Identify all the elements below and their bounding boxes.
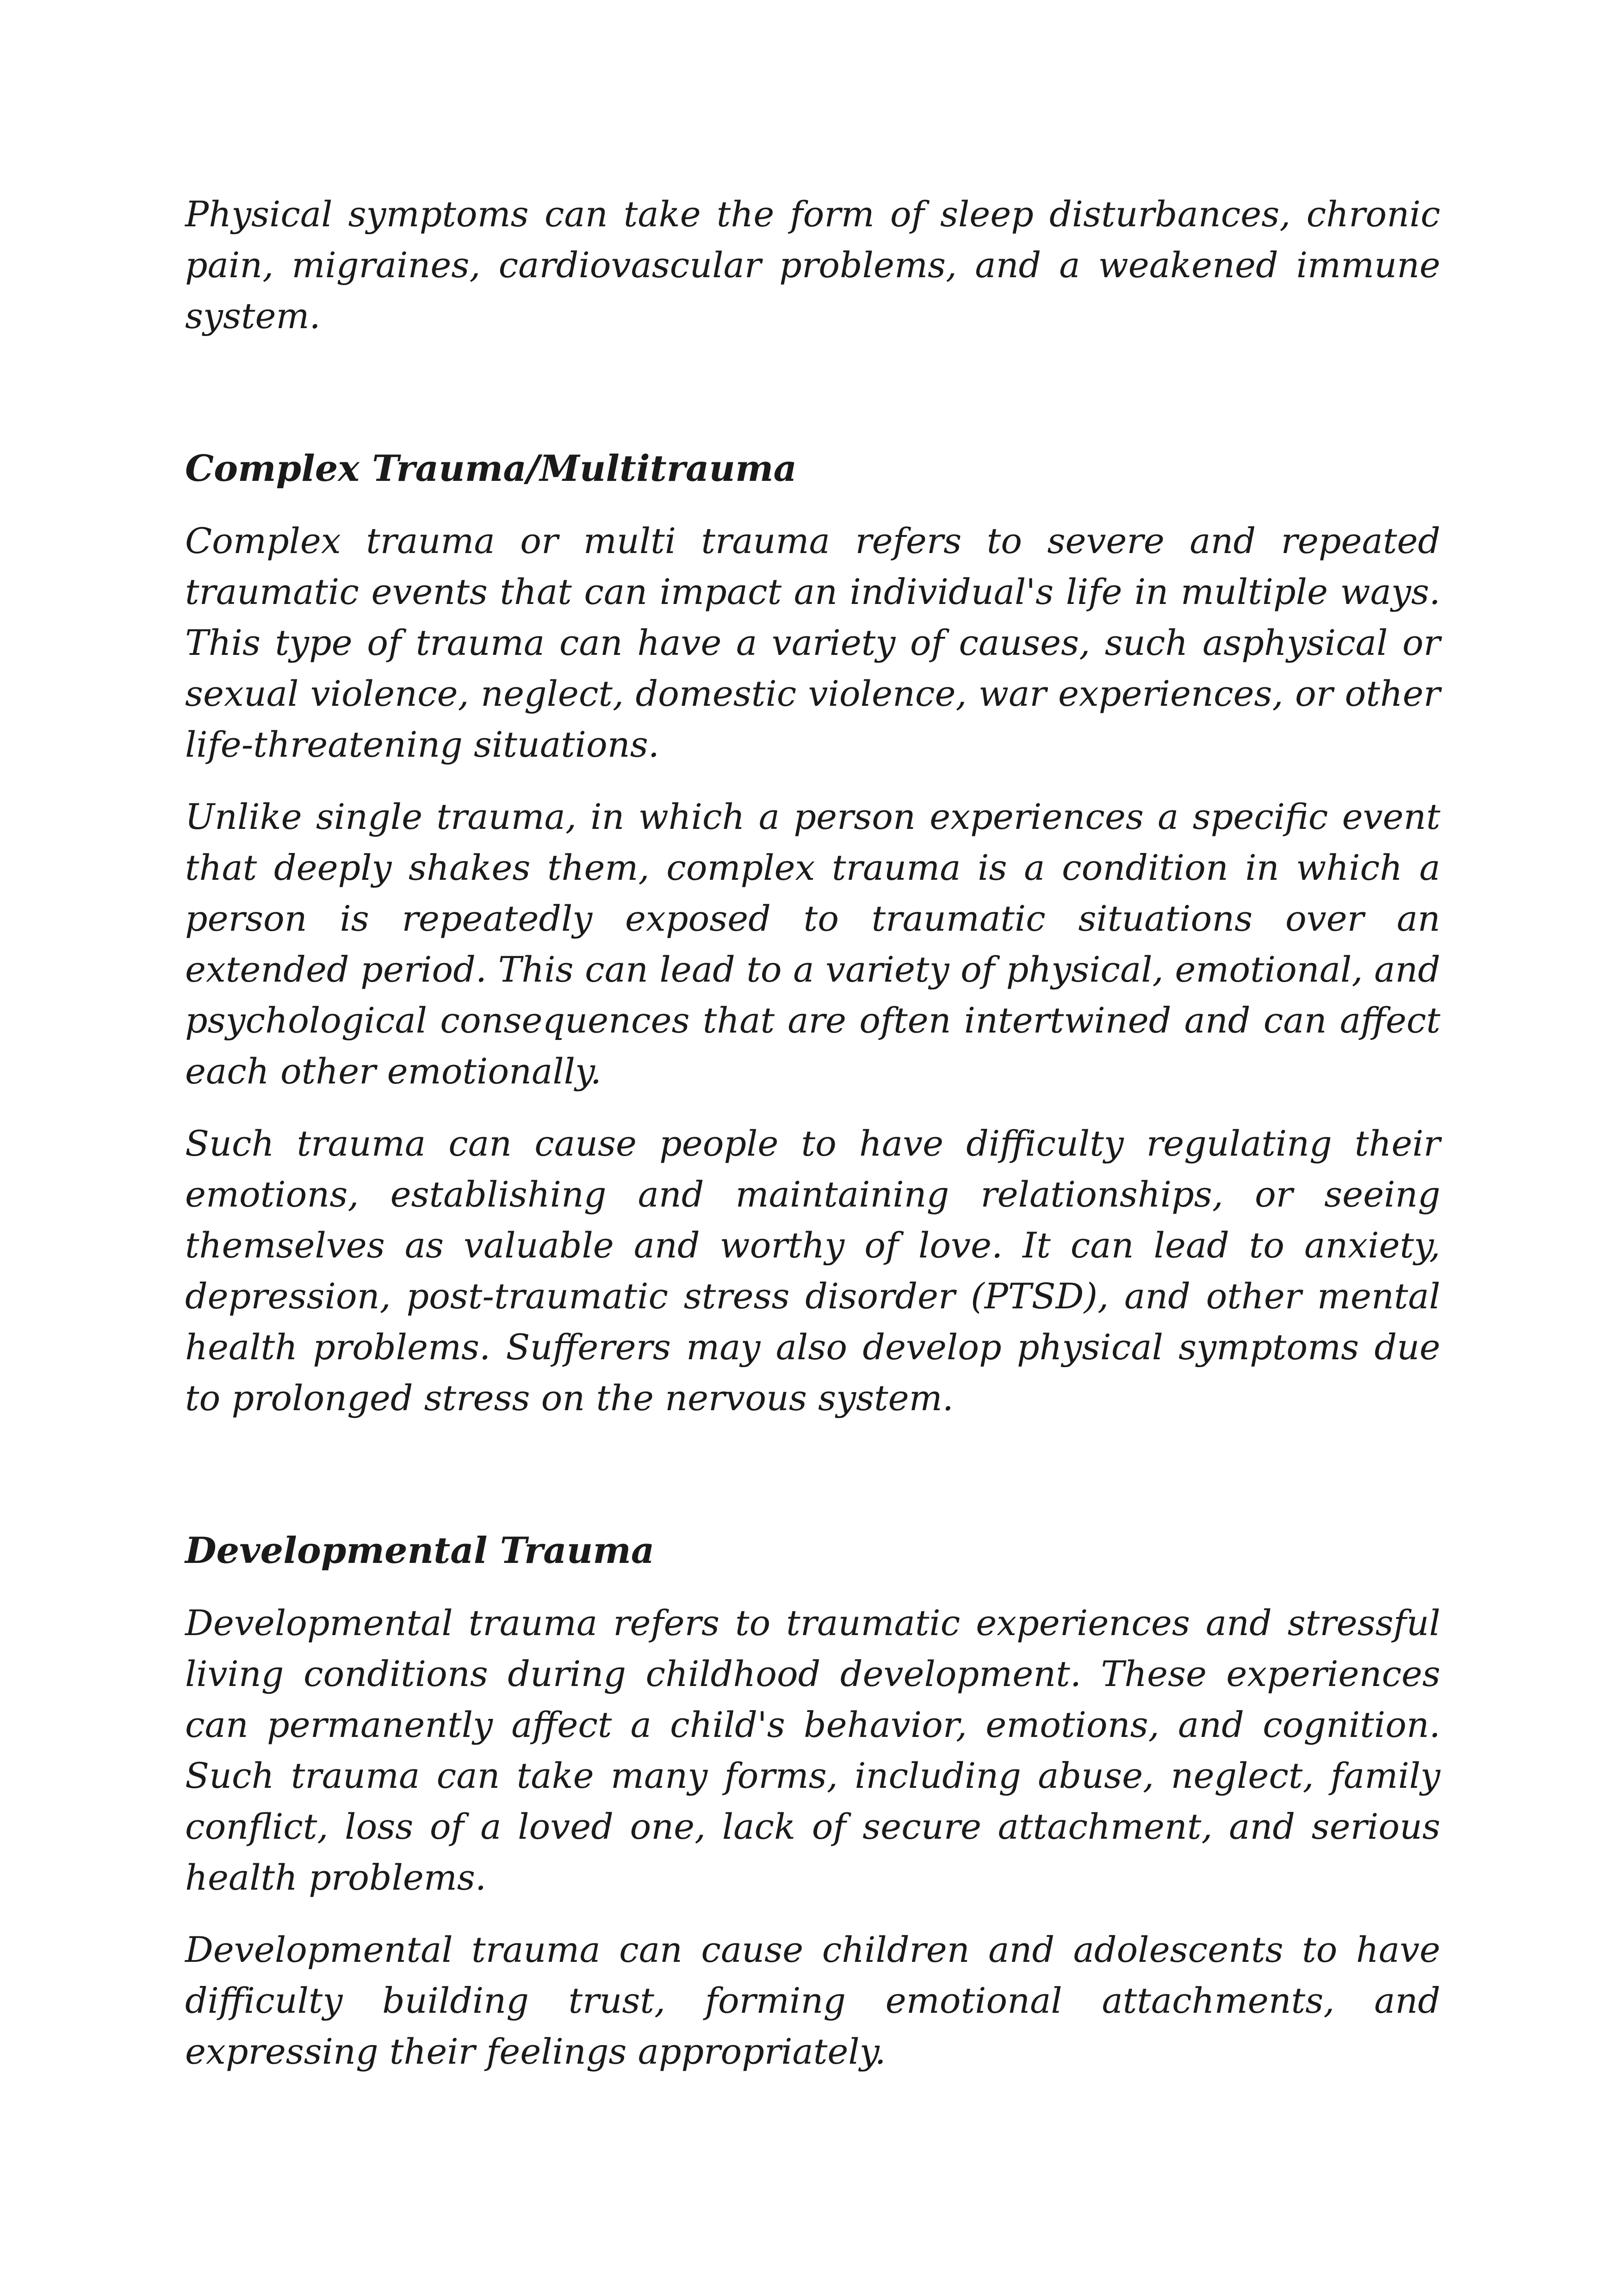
complex-trauma-paragraph-1: Complex trauma or multi trauma refers to severe and repeated traumatic events that can impact an individual's life in multiple ways. This type of trauma can have a variety of causes, such asphysical or sexual violence, neglect, domestic violence, war experiences, or other life-threatening situations. (185, 520, 1440, 765)
section-complex-trauma (185, 443, 1440, 1424)
section-spacer (185, 342, 1440, 443)
section-spacer (185, 1424, 1440, 1525)
section-developmental-trauma (185, 1525, 1440, 2077)
developmental-trauma-paragraph-2: Developmental trauma can cause children and adolescents to have difficulty building trust, forming emotional attachments, and expressing their feelings appropriately. (185, 1929, 1440, 2072)
intro-paragraph: Physical symptoms can take the form of sleep disturbances, chronic pain, migraines, cardiovascular problems, and a weakened immune system. (185, 193, 1440, 336)
section-heading-complex-trauma: Complex Trauma/Multitrauma (185, 448, 797, 490)
body-text-column (185, 189, 1440, 2077)
section-heading-developmental-trauma: Developmental Trauma (185, 1530, 655, 1572)
complex-trauma-paragraph-2: Unlike single trauma, in which a person experiences a specific event that deeply shakes them, complex trauma is a condition in which a person is repeatedly exposed to traumatic situations over an extended period. This can lead to a variety of physical, emotional, and psychological consequences that are often intertwined and can affect each other emotionally. (185, 796, 1440, 1092)
complex-trauma-paragraph-3: Such trauma can cause people to have difficulty regulating their emotions, establishing and maintaining relationships, or seeing themselves as valuable and worthy of love. It can lead to anxiety, depression, post-traumatic stress disorder (PTSD), and other mental health problems. Sufferers may also develop physical symptoms due to prolonged stress on the nervous system. (185, 1123, 1440, 1419)
developmental-trauma-paragraph-1: Developmental trauma refers to traumatic experiences and stressful living conditions during childhood development. These experiences can permanently affect a child's behavior, emotions, and cognition. Such trauma can take many forms, including abuse, neglect, family conflict, loss of a loved one, lack of secure attachment, and serious health problems. (185, 1602, 1440, 1898)
